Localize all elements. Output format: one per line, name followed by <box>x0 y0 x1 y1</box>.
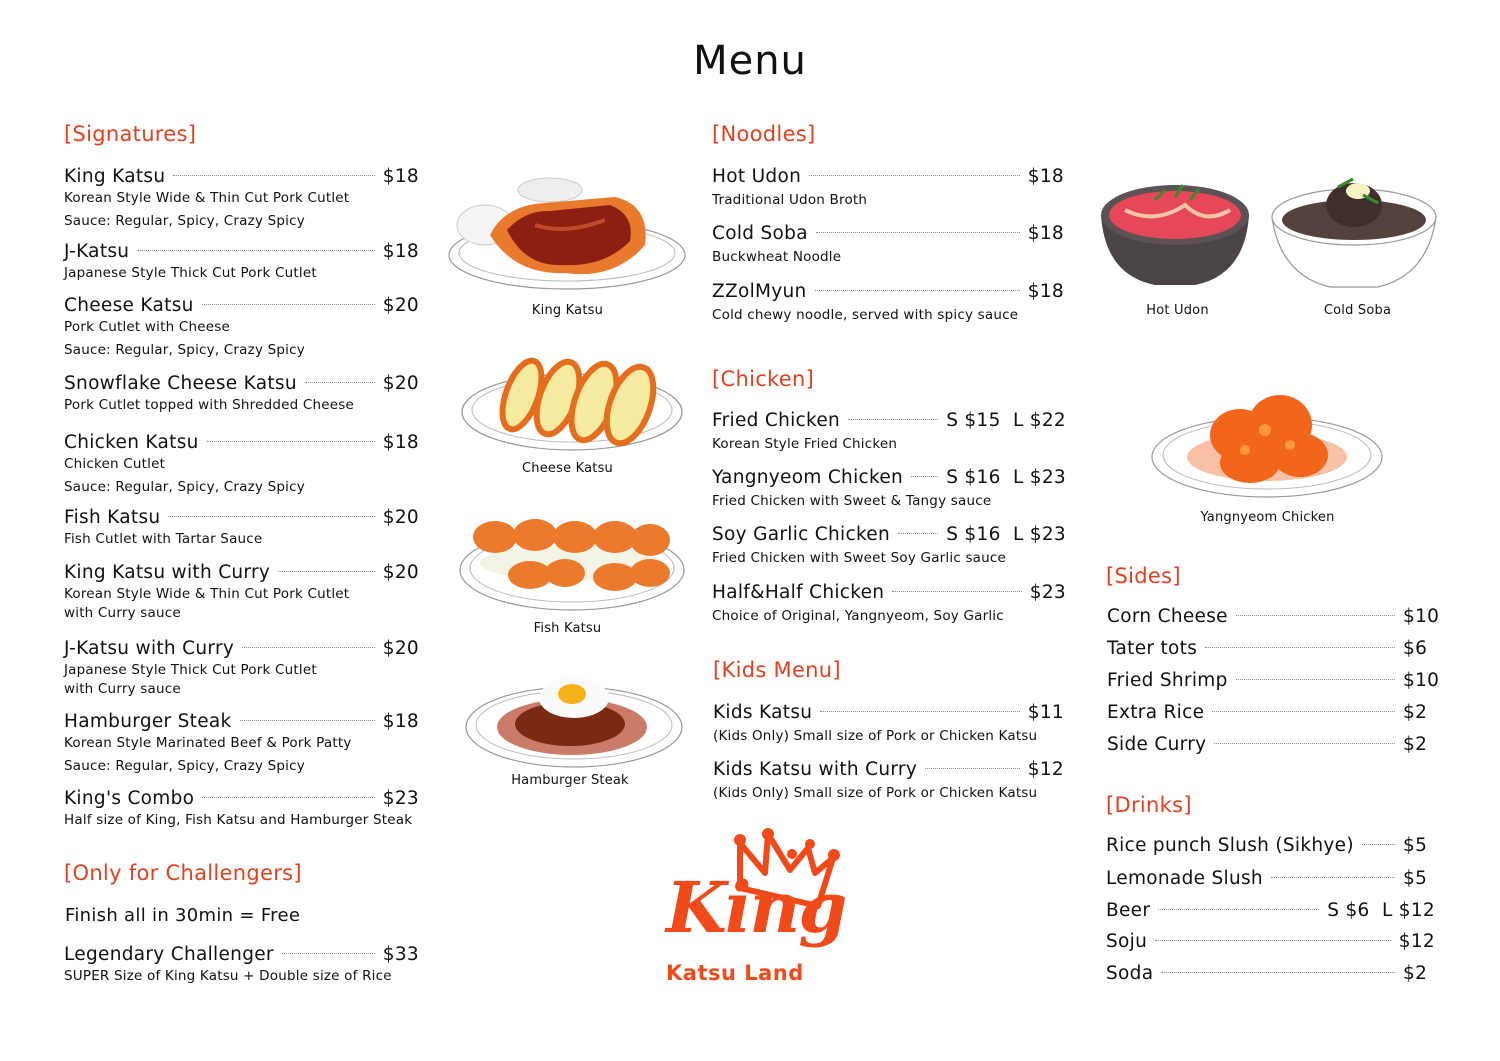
menu-item <box>1106 963 1435 984</box>
menu-item <box>64 373 419 415</box>
item-name: Yangnyeom Chicken <box>712 467 904 488</box>
menu-item <box>1106 835 1435 856</box>
menu-item <box>1107 670 1440 691</box>
item-sauce-options: Sauce: Regular, Spicy, Crazy Spicy <box>64 758 305 774</box>
leader-dots <box>925 768 1020 769</box>
item-name: Fried Shrimp <box>1107 670 1228 691</box>
item-name: Fried Chicken <box>712 410 841 431</box>
item-price: $23 <box>1029 582 1066 603</box>
section-heading-sides: [Sides] <box>1106 564 1181 588</box>
item-price: $11 <box>1027 702 1064 723</box>
photo-caption: Cheese Katsu <box>522 461 613 476</box>
photo-caption: Fish Katsu <box>533 621 602 636</box>
item-description: Korean Style Wide & Thin Cut Pork Cutlet <box>64 190 350 206</box>
leader-dots <box>1205 647 1395 648</box>
menu-item <box>1107 734 1435 755</box>
section-heading-noodles: [Noodles] <box>712 122 816 146</box>
item-price: $20 <box>382 562 419 583</box>
item-description-line2: with Curry sauce <box>64 681 181 697</box>
photo-caption: Hamburger Steak <box>511 773 629 788</box>
item-description-line2: with Curry sauce <box>64 605 181 621</box>
item-name: Soju <box>1106 931 1148 952</box>
item-price: $33 <box>382 944 419 965</box>
photo-caption: Cold Soba <box>1323 303 1392 318</box>
cheese-katsu-photo <box>460 350 685 455</box>
item-name: Hot Udon <box>712 166 802 187</box>
item-name: Snowflake Cheese Katsu <box>64 373 297 394</box>
menu-item <box>712 524 1066 568</box>
menu-item <box>64 432 419 495</box>
menu-item <box>1107 638 1435 659</box>
item-name: Fish Katsu <box>64 507 161 528</box>
item-description: Japanese Style Thick Cut Pork Cutlet <box>64 662 317 678</box>
leader-dots <box>278 571 375 572</box>
king-katsu-land-logo <box>660 828 846 998</box>
leader-dots <box>305 382 375 383</box>
item-name: Hamburger Steak <box>64 711 232 732</box>
menu-item <box>712 582 1066 626</box>
leader-dots <box>1362 844 1395 845</box>
menu-item <box>64 944 419 986</box>
menu-item <box>1106 931 1435 952</box>
item-description: Choice of Original, Yangnyeom, Soy Garlic <box>712 608 1004 624</box>
section-heading-signatures: [Signatures] <box>64 122 197 146</box>
menu-item <box>64 166 419 229</box>
item-price: $18 <box>382 241 419 262</box>
item-price: $18 <box>382 432 419 453</box>
menu-item <box>1106 900 1435 921</box>
menu-item <box>64 507 419 549</box>
logo-wordmark-king: King <box>666 866 846 949</box>
section-heading-drinks: [Drinks] <box>1106 793 1192 817</box>
leader-dots <box>137 250 374 251</box>
item-name: J-Katsu with Curry <box>64 638 235 659</box>
menu-item <box>713 702 1064 746</box>
leader-dots <box>242 647 375 648</box>
item-price: S $16 L $23 <box>946 467 1066 488</box>
item-price: $10 <box>1403 670 1440 691</box>
menu-item <box>64 638 419 699</box>
item-price: $18 <box>382 711 419 732</box>
leader-dots <box>282 953 375 954</box>
item-price: $20 <box>382 373 419 394</box>
leader-dots <box>1212 711 1395 712</box>
leader-dots <box>1214 743 1395 744</box>
item-name: Tater tots <box>1107 638 1198 659</box>
item-description: Korean Style Wide & Thin Cut Pork Cutlet <box>64 586 350 602</box>
leader-dots <box>1158 909 1319 910</box>
item-name: King's Combo <box>64 788 195 809</box>
item-description: Fried Chicken with Sweet Soy Garlic sauce <box>712 550 1007 566</box>
item-sauce-options: Sauce: Regular, Spicy, Crazy Spicy <box>64 342 305 358</box>
leader-dots <box>892 591 1021 592</box>
item-price: S $16 L $23 <box>946 524 1066 545</box>
item-price: $5 <box>1403 868 1428 889</box>
item-name: King Katsu <box>64 166 166 187</box>
menu-item <box>712 281 1064 325</box>
king-katsu-photo <box>445 175 690 295</box>
photo-caption: Yangnyeom Chicken <box>1200 510 1335 525</box>
yangnyeom-chicken-photo <box>1150 385 1385 500</box>
menu-item <box>1107 702 1435 723</box>
leader-dots <box>240 720 375 721</box>
item-name: Lemonade Slush <box>1106 868 1263 889</box>
item-description: Pork Cutlet topped with Shredded Cheese <box>64 397 355 413</box>
item-price: S $6 L $12 <box>1327 900 1435 921</box>
item-name: Legendary Challenger <box>64 944 274 965</box>
item-price: $20 <box>382 507 419 528</box>
menu-item <box>712 223 1064 267</box>
menu-item <box>712 410 1066 454</box>
leader-dots <box>202 797 375 798</box>
menu-item <box>1106 868 1435 889</box>
item-price: S $15 L $22 <box>946 410 1066 431</box>
leader-dots <box>207 441 375 442</box>
menu-item <box>64 562 419 623</box>
page-title: Menu <box>693 38 807 84</box>
menu-item <box>64 711 419 774</box>
leader-dots <box>202 304 375 305</box>
leader-dots <box>173 175 374 176</box>
item-name: King Katsu with Curry <box>64 562 271 583</box>
item-description: Traditional Udon Broth <box>712 192 868 208</box>
menu-item <box>712 166 1064 210</box>
item-description: Buckwheat Noodle <box>712 249 842 265</box>
item-description: Chicken Cutlet <box>64 456 166 472</box>
item-name: Rice punch Slush (Sikhye) <box>1106 835 1354 856</box>
item-description: Korean Style Fried Chicken <box>712 436 898 452</box>
item-name: Side Curry <box>1107 734 1207 755</box>
cold-soba-photo <box>1268 175 1440 295</box>
item-price: $12 <box>1398 931 1435 952</box>
item-price: $18 <box>1027 281 1064 302</box>
leader-dots <box>809 175 1020 176</box>
hot-udon-photo <box>1095 175 1255 295</box>
section-heading-kids: [Kids Menu] <box>713 658 841 682</box>
leader-dots <box>848 419 938 420</box>
item-price: $12 <box>1027 759 1064 780</box>
hamburger-steak-photo <box>462 672 687 772</box>
menu-item <box>64 241 419 283</box>
item-name: Corn Cheese <box>1107 606 1228 627</box>
item-description: (Kids Only) Small size of Pork or Chicken Katsu <box>713 785 1038 801</box>
item-sauce-options: Sauce: Regular, Spicy, Crazy Spicy <box>64 213 305 229</box>
logo-wordmark-sub: Katsu Land <box>666 961 804 985</box>
challenge-rule: Finish all in 30min = Free <box>65 905 301 926</box>
item-name: Half&Half Chicken <box>712 582 885 603</box>
item-price: $2 <box>1403 702 1428 723</box>
menu-item <box>64 788 419 830</box>
item-price: $6 <box>1403 638 1428 659</box>
photo-caption: King Katsu <box>531 303 604 318</box>
item-description: Fish Cutlet with Tartar Sauce <box>64 531 263 547</box>
item-name: Chicken Katsu <box>64 432 199 453</box>
item-name: Soda <box>1106 963 1154 984</box>
leader-dots <box>1271 877 1395 878</box>
leader-dots <box>1155 940 1391 941</box>
item-name: Extra Rice <box>1107 702 1205 723</box>
item-price: $18 <box>382 166 419 187</box>
item-price: $5 <box>1403 835 1428 856</box>
item-description: Cold chewy noodle, served with spicy sauce <box>712 307 1019 323</box>
item-description: Half size of King, Fish Katsu and Hamburger Steak <box>64 812 413 828</box>
item-name: Cold Soba <box>712 223 808 244</box>
section-heading-chicken: [Chicken] <box>712 367 815 391</box>
item-name: J-Katsu <box>64 241 130 262</box>
leader-dots <box>815 290 1020 291</box>
photo-caption: Hot Udon <box>1146 303 1209 318</box>
item-description: Pork Cutlet with Cheese <box>64 319 230 335</box>
menu-item <box>64 295 419 358</box>
item-name: ZZolMyun <box>712 281 807 302</box>
item-price: $20 <box>382 638 419 659</box>
item-price: $23 <box>382 788 419 809</box>
menu-item <box>1107 606 1440 627</box>
leader-dots <box>898 533 938 534</box>
leader-dots <box>816 232 1020 233</box>
item-description: Fried Chicken with Sweet & Tangy sauce <box>712 493 992 509</box>
fish-katsu-photo <box>455 515 690 615</box>
item-name: Beer <box>1106 900 1151 921</box>
item-description: Japanese Style Thick Cut Pork Cutlet <box>64 265 317 281</box>
leader-dots <box>1236 615 1395 616</box>
item-name: Kids Katsu with Curry <box>713 759 918 780</box>
item-sauce-options: Sauce: Regular, Spicy, Crazy Spicy <box>64 479 305 495</box>
leader-dots <box>1161 972 1395 973</box>
item-price: $18 <box>1027 166 1064 187</box>
item-name: Kids Katsu <box>713 702 813 723</box>
item-name: Cheese Katsu <box>64 295 194 316</box>
item-description: SUPER Size of King Katsu + Double size of Rice <box>64 968 392 984</box>
leader-dots <box>1236 679 1395 680</box>
item-price: $18 <box>1027 223 1064 244</box>
item-name: Soy Garlic Chicken <box>712 524 891 545</box>
leader-dots <box>820 711 1019 712</box>
item-price: $10 <box>1403 606 1440 627</box>
menu-item <box>712 467 1066 511</box>
item-description: Korean Style Marinated Beef & Pork Patty <box>64 735 352 751</box>
item-price: $20 <box>382 295 419 316</box>
item-price: $2 <box>1403 734 1428 755</box>
menu-item <box>713 759 1064 803</box>
leader-dots <box>911 476 938 477</box>
leader-dots <box>168 516 374 517</box>
item-price: $2 <box>1403 963 1428 984</box>
item-description: (Kids Only) Small size of Pork or Chicken Katsu <box>713 728 1038 744</box>
section-heading-challengers: [Only for Challengers] <box>64 861 302 885</box>
